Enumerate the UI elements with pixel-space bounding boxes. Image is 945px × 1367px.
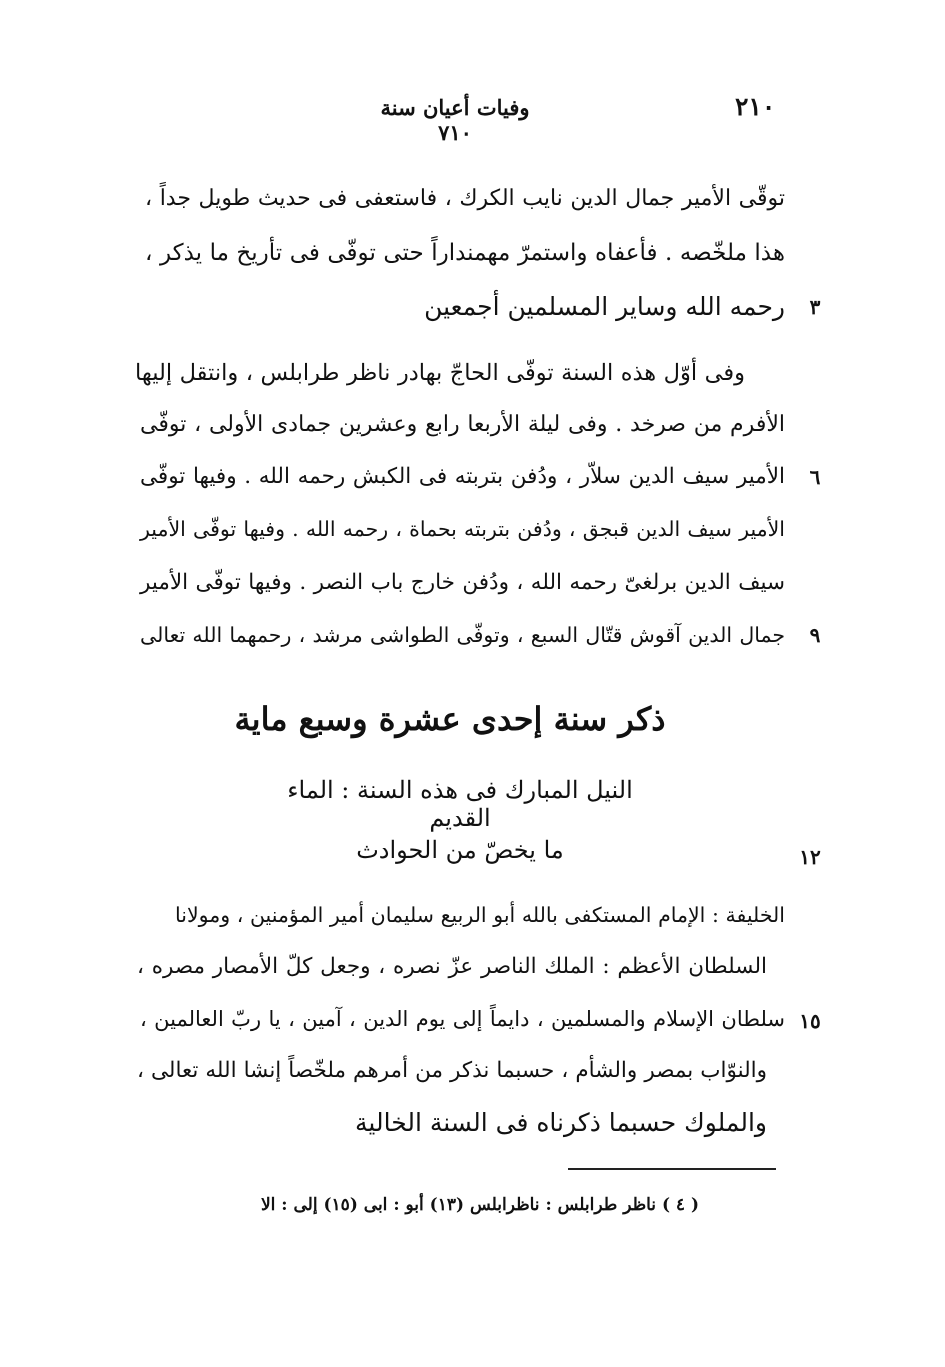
section-title: ذكر سنة إحدى عشرة وسبع ماية (234, 700, 666, 738)
text-line: الخليفة : الإمام المستكفى بالله أبو الربيع سليمان أمير المؤمنين ، ومولانا (175, 903, 785, 927)
text-line: الأمير سيف الدين سلاّر ، ودُفن بتربته فى الكبش رحمه الله . وفيها توفّى (140, 464, 785, 489)
text-line: سيف الدين برلغىّ رحمه الله ، ودُفن خارج باب النصر . وفيها توفّى الأمير (140, 570, 785, 595)
text-line: توقّى الأمير جمال الدين نايب الكرك ، فاستعفى فى حديث طويل جداً ، (145, 186, 785, 211)
line-number: ٣ (809, 295, 821, 319)
text-line: السلطان الأعظم : الملك الناصر عزّ نصره ، وجعل كلّ الأمصار مصره ، (137, 954, 767, 979)
line-number: ٦ (809, 465, 821, 489)
page-number: ٢١٠ (735, 92, 776, 121)
text-line: جمال الدين آقوش قتّال السبع ، وتوفّى الطواشى مرشد ، رحمهما الله تعالى (140, 623, 785, 647)
footnote-rule (568, 1168, 776, 1170)
text-line: والملوك حسبما ذكرناه فى السنة الخالية (355, 1108, 767, 1137)
line-number: ٩ (809, 623, 821, 647)
line-number: ١٢ (799, 845, 821, 869)
text-line: وفى أوّل هذه السنة توفّى الحاجّ بهادر ناظر طرابلس ، وانتقل إليها (135, 360, 745, 386)
text-line: رحمه الله وساير المسلمين أجمعين (424, 292, 785, 321)
text-line: الأمير سيف الدين قبجق ، ودُفن بتربته بحماة ، رحمه الله . وفيها توفّى الأمير (140, 517, 785, 541)
footnote: ( ٤ ) ناظر طرابلس : ناظرابلس (١٣) أبو : ابى (١٥) إلى : الا (260, 1195, 700, 1215)
nile-level-line: النيل المبارك فى هذه السنة : الماء القديم (287, 776, 633, 832)
text-line: الأفرم من صرخد . وفى ليلة الأربعا رابع وعشرين جمادى الأولى ، توفّى (140, 412, 785, 437)
running-header: وفيات أعيان سنة ٧١٠ (380, 95, 530, 145)
text-line: والنوّاب بمصر والشأم ، حسبما نذكر من أمرهم ملخّصاً إنشا الله تعالى ، (137, 1058, 767, 1083)
text-line: هذا ملخّصه . فأعفاه واستمرّ مهمنداراً حتى توفّى فى تأريخ ما يذكر ، (145, 240, 785, 266)
events-heading: ما يخصّ من الحوادث (356, 836, 564, 864)
line-number: ١٥ (799, 1009, 821, 1033)
text-line: سلطان الإسلام والمسلمين ، دايماً إلى يوم الدين ، آمين ، يا ربّ العالمين ، (140, 1007, 785, 1031)
